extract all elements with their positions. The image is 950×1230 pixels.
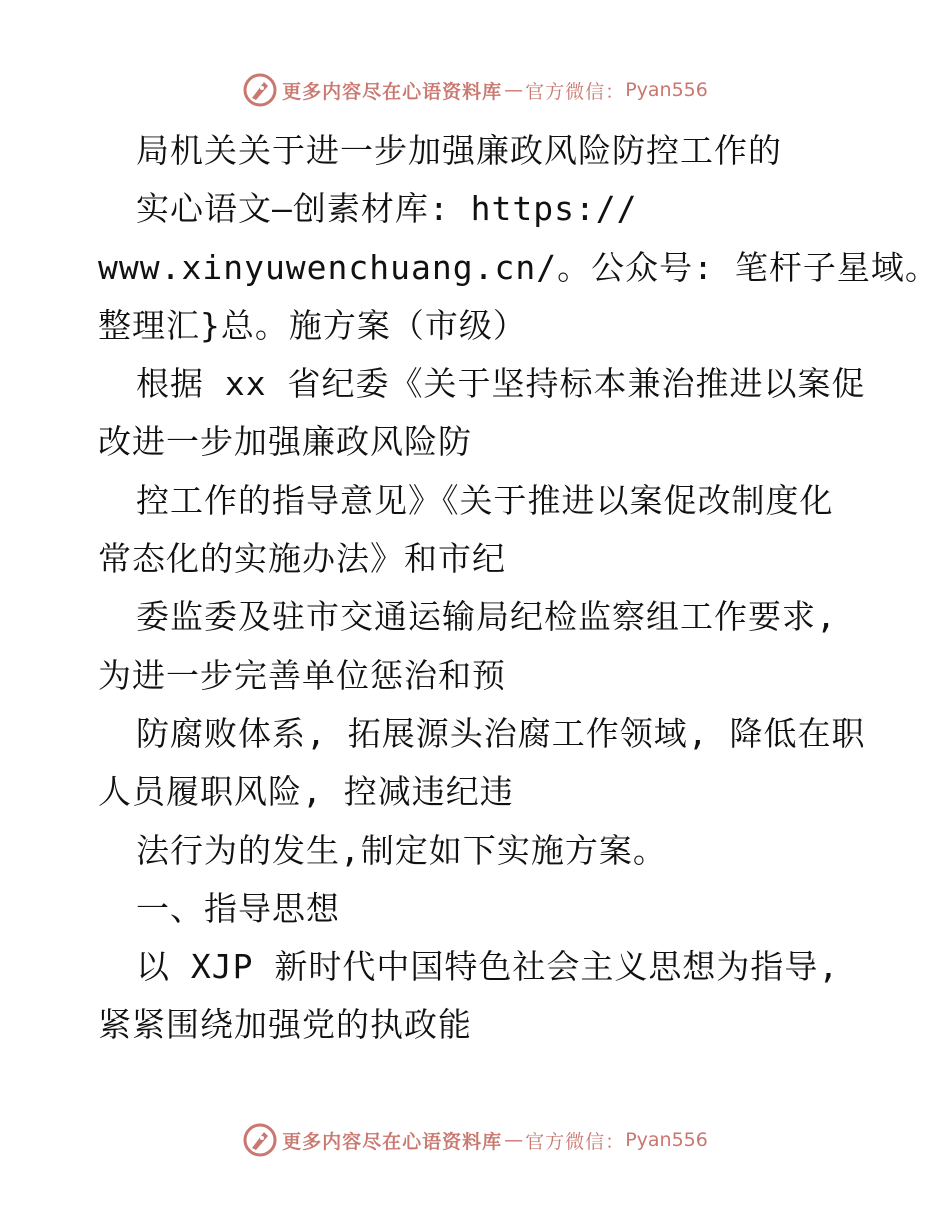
document-line: 以 XJP 新时代中国特色社会主义思想为指导,: [136, 947, 840, 987]
pen-nib-logo-icon: [242, 1122, 278, 1158]
document-body: [98, 122, 939, 1055]
document-line: 防腐败体系, 拓展源头治腐工作领域, 降低在职: [136, 713, 866, 753]
document-line: www.xinyuwenchuang.cn/。公众号: 笔杆子星域。: [98, 247, 939, 287]
document-line: 整理汇}总。施方案（市级）: [98, 305, 527, 345]
watermark-brand: 更多内容尽在心语资料库: [282, 80, 503, 103]
watermark-contact-label: 官方微信：: [525, 80, 626, 103]
section-heading: 一、指导思想: [136, 888, 340, 928]
watermark-separator: —: [504, 79, 524, 101]
document-line: 控工作的指导意见》《关于推进以案促改制度化: [136, 480, 834, 520]
document-line: 为进一步完善单位惩治和预: [98, 655, 506, 695]
document-line: 改进一步加强廉政风险防: [98, 422, 472, 462]
watermark-contact-id: Pyan556: [625, 1129, 708, 1151]
watermark-separator: —: [504, 1129, 524, 1151]
document-line: 常态化的实施办法》和市纪: [98, 539, 506, 579]
document-line: 实心语文—创素材库: https://: [136, 189, 638, 229]
document-line: 人员履职风险, 控减违纪违: [98, 772, 514, 812]
document-line: 委监委及驻市交通运输局纪检监察组工作要求,: [136, 597, 837, 637]
pen-nib-logo-icon: [242, 72, 278, 108]
footer-watermark: [0, 1120, 950, 1160]
document-line: 局机关关于进一步加强廉政风险防控工作的: [136, 131, 782, 170]
watermark-contact-id: Pyan556: [625, 79, 708, 101]
document-line: 法行为的发生,制定如下实施方案。: [136, 830, 667, 870]
watermark-brand: 更多内容尽在心语资料库: [282, 1130, 503, 1153]
watermark-contact-label: 官方微信：: [525, 1130, 626, 1153]
document-line: 根据 xx 省纪委《关于坚持标本兼治推进以案促: [136, 364, 866, 404]
header-watermark: [0, 70, 950, 110]
document-line: 紧紧围绕加强党的执政能: [98, 1005, 472, 1045]
